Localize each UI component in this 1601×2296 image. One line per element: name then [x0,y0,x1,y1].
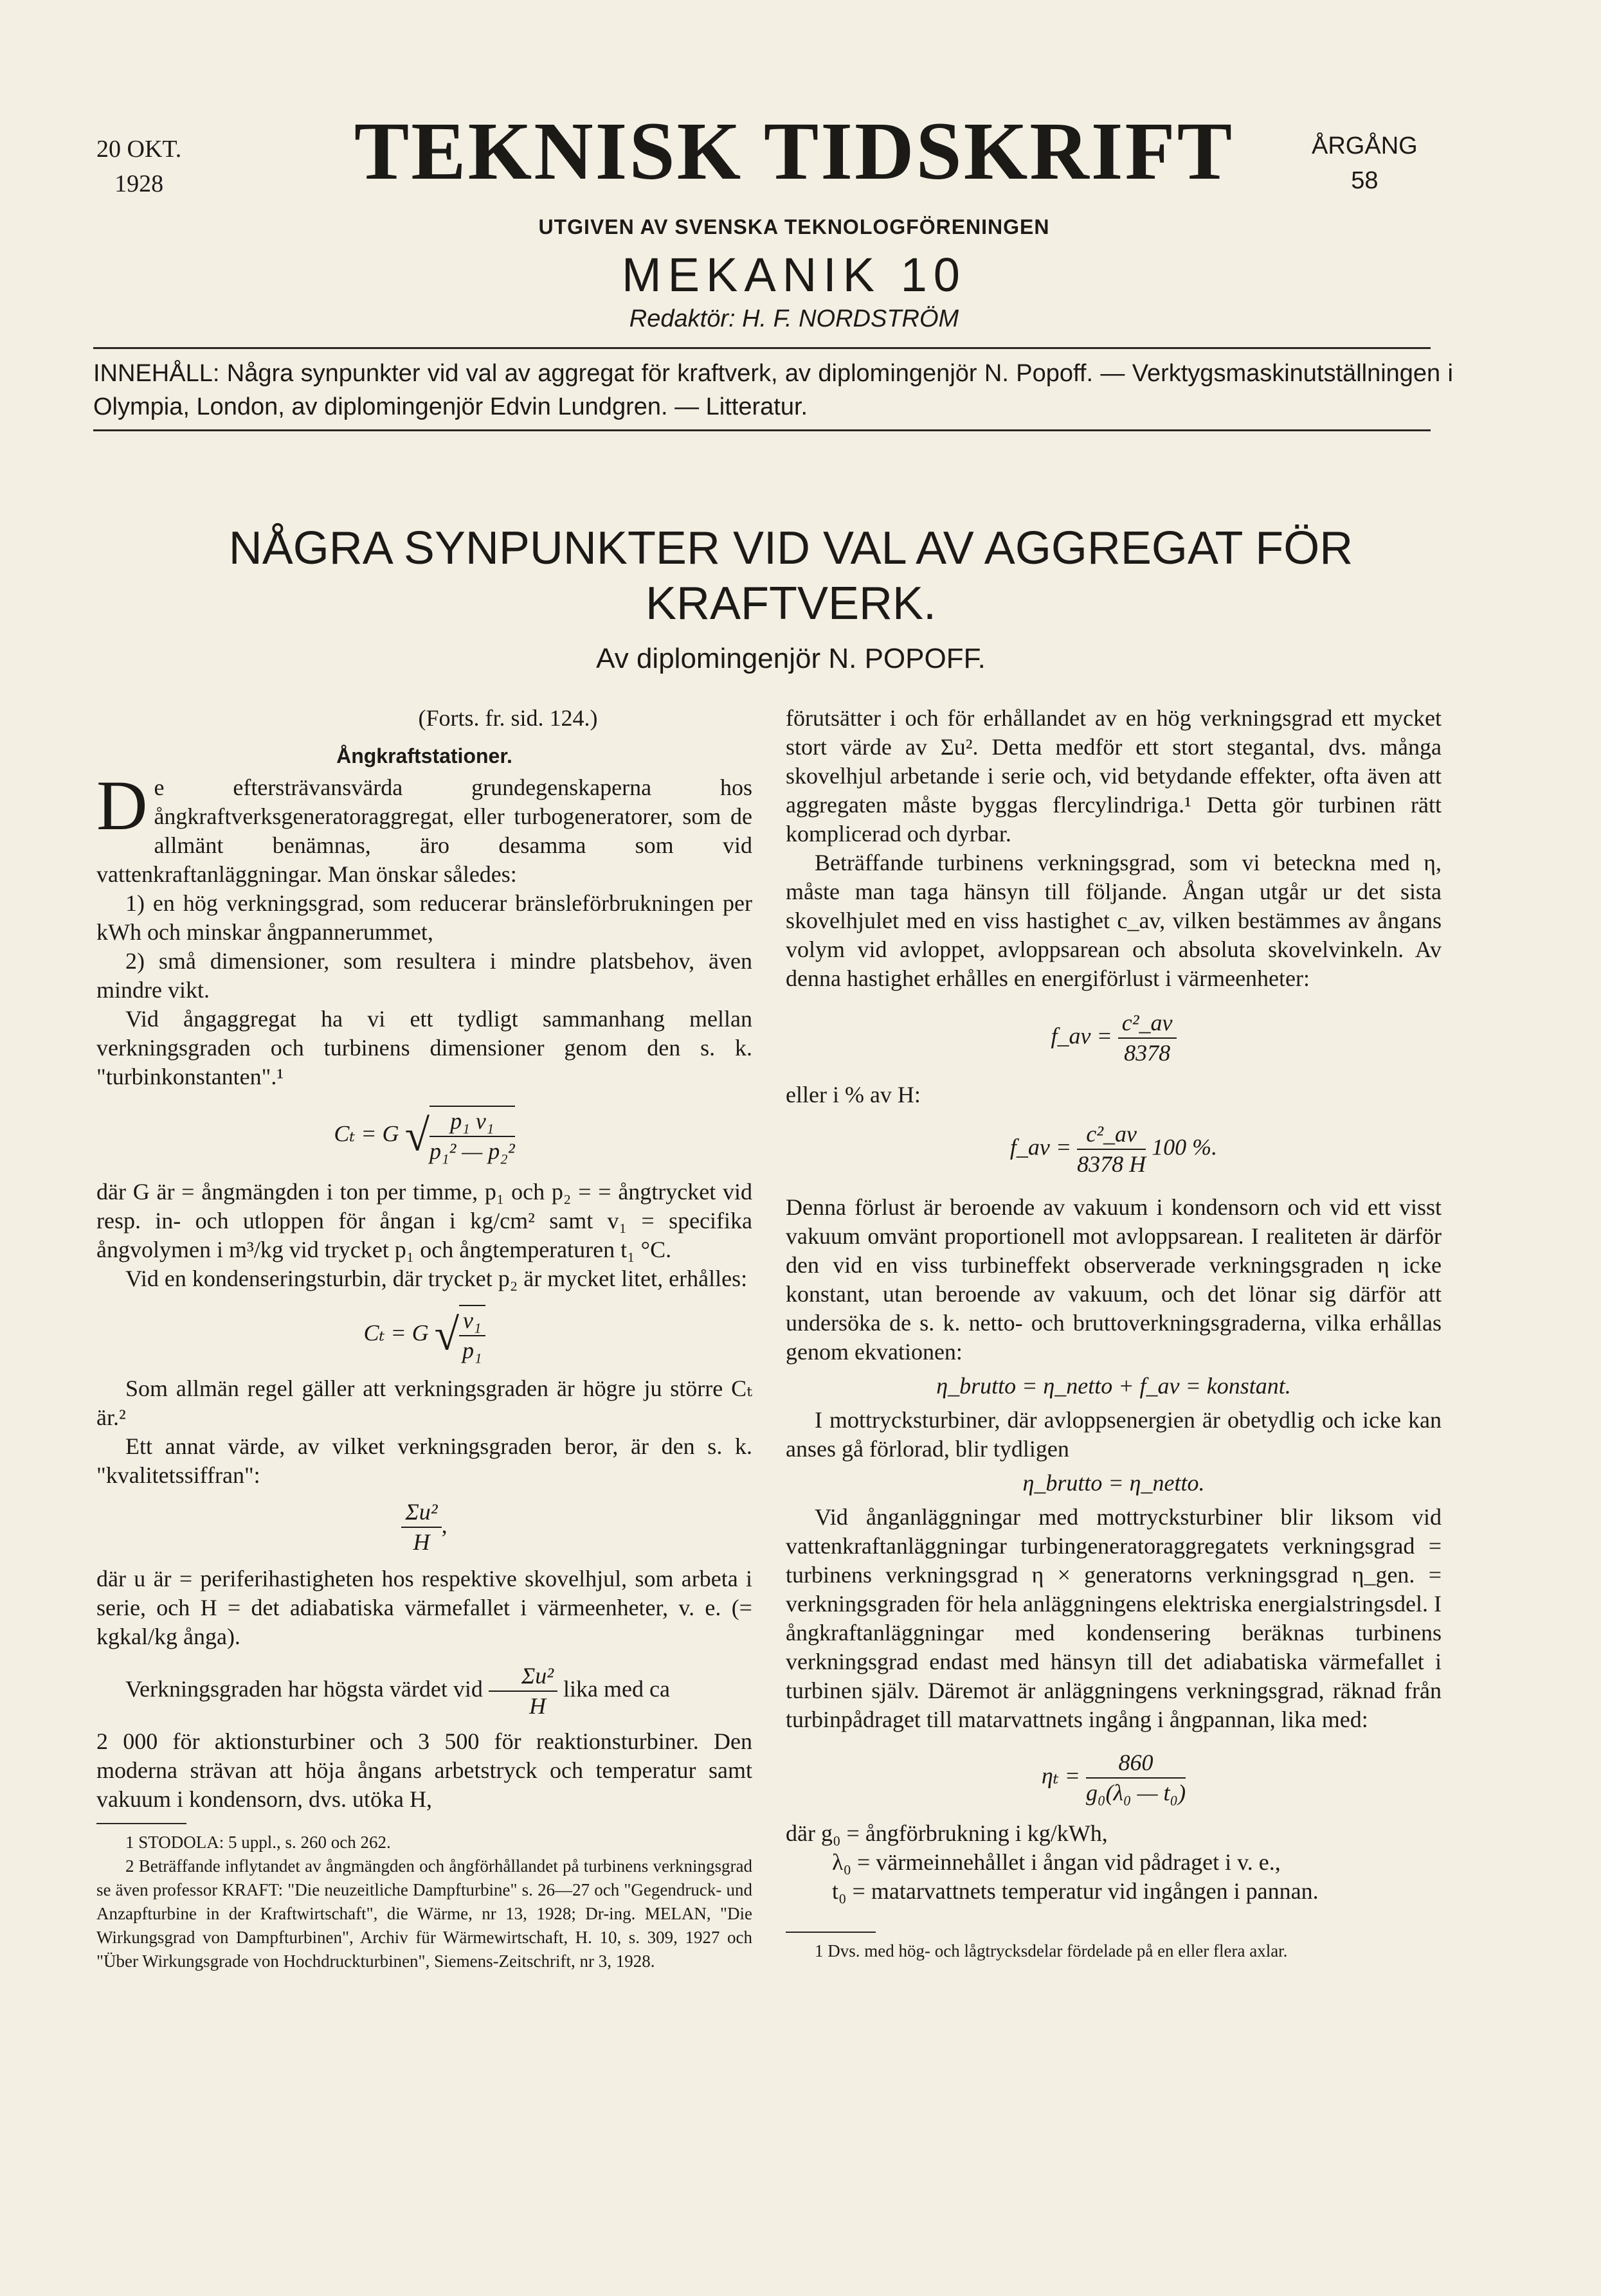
paragraph: Ett annat värde, av vilket verkningsgraden beror, är den s. k. "kvalitetssiffran": [96,1433,752,1488]
paragraph: eller i % av H: [786,1082,921,1108]
publisher-line: UTGIVEN AV SVENSKA TEKNOLOGFÖRENINGEN [538,215,1050,238]
continued-note: (Forts. fr. sid. 124.) [418,705,598,731]
contents-line: INNEHÅLL: Några synpunkter vid val av aggregat för kraftverk, av diplomingenjör N. Popoff. — Verktygsmaskinutställningen i Olympia, London, av diplomingenjör Edvin Lundgren. — Litteratur. [93,360,1453,420]
section-title: MEKANIK 10 [622,248,966,301]
editor-line: Redaktör: H. F. NORDSTRÖM [629,305,959,332]
article-title: NÅGRA SYNPUNKTER VID VAL AV AGGREGAT FÖR KRAFTVERK. [228,523,1353,629]
volume-box [1312,129,1418,198]
bottom-rule [93,429,1431,431]
paragraph: Denna förlust är beroende av vakuum i kondensorn och vid ett visst vakuum omvänt proportionell mot avloppsarean. I realiteten är därför den vid en viss turbineffekt observerade verkningsgraden η icke konstant, utan beroende av vakuum, och det lönar sig därför att undersöka de s. k. netto- och bruttoverkningsgraderna, vilka erhållas genom ekvationen: [786,1194,1442,1365]
issue-year: 1928 [114,170,164,197]
loss-formula: f_av = $\frac{\text{c²\_av}}{8378}$ [786,1009,1442,1068]
paragraph: Vid ångaggregat ha vi ett tydligt sammanhang mellan verkningsgraden och turbinens dimensioner genom den s. k. "turbinkonstanten".¹ [96,1006,752,1090]
paragraph: Vid en kondenseringsturbin, där trycket p₂ är mycket litet, erhålles: [125,1266,748,1291]
plant-efficiency-formula: ηₜ = $\frac{860}{\text{g₀(λ₀ — t₀)}}$ [1041,1750,1186,1806]
list-item-1: 1) en hög verkningsgrad, som reducerar bränsleförbrukningen per kWh och minskar ångpannerummet, [96,890,752,945]
issue-date [96,132,181,201]
paragraph: förutsätter i och för erhållandet av en hög verkningsgrad ett mycket stort värde av Σu². Detta medför ett stort stegantal, dvs. många skovelhjul arbetande i serie och, vid betydande effekter, ofta även att aggregaten måste byggas flercylindriga.¹ Detta gör turbinen rätt komplicerad och dyrbar. [786,705,1442,847]
footnote-2: 2 Beträffande inflytandet av ångmängden och ångförhållandet på turbinens verkningsgrad se även professor KRAFT: "Die neuzeitliche Dampfturbine" s. 26—27 och "Gegendruck- und Anzapfturbine in der Kraftwirtschaft", die Wärme, nr 13, 1928; Dr-ing. MELAN, "Die Wirkungsgrad von Dampfturbinen", Archiv für Wärmewirtschaft, H. 10, s. 309, 1927 och "Über Wirkungsgrade von Hochdruckturbinen", Siemens-Zeitschrift, nr 3, 1928. [96,1856,752,1971]
paragraph: Vid ånganläggningar med mottrycksturbiner blir liksom vid vattenkraftanläggningar turbingeneratoraggregatets verkningsgrad = turbinens verkningsgrad η × generatorns verkningsgrad η_gen. = verkningsgraden för hela anläggningens elektriska energialstringsdel. I ångkraftanläggningar med kondensering beräknas turbinens verkningsgrad endast med hänsyn till det adiabatiska värmefallet i turbinen själv. Däremot är anläggningens verkningsgrad, räknad från turbinpådraget till matarvattnets ingång i ångpannan, lika med: [786,1504,1442,1732]
footnote-rule [96,1823,186,1824]
symbol-definitions: där g₀ = ångförbrukning i kg/kWh, λ₀ = värmeinnehållet i ångan vid pådraget i v. e., t₀ = matarvattnets temperatur vid ingången i pannan. [786,1820,1319,1904]
turbine-constant-formula: Cₜ = G √ $\frac{\text{p₁ v₁}}{\text{p₁² — p₂²}}$ [96,1106,752,1166]
right-column [786,704,1442,1963]
condensing-formula: Cₜ = G √ $\frac{\text{v₁}}{\text{p₁}}$ [96,1305,752,1365]
left-column [96,704,752,1973]
footnote-1: 1 STODOLA: 5 uppl., s. 260 och 262. [125,1833,391,1852]
issue-day: 20 OKT. [96,136,182,163]
brutto-netto-equation: η_brutto = η_netto. [1022,1470,1205,1496]
journal-title: TEKNISK TIDSKRIFT [354,105,1235,197]
article-byline: Av diplomingenjör N. POPOFF. [596,643,986,674]
paragraph: Som allmän regel gäller att verkningsgraden är högre ju större Cₜ är.² [96,1376,752,1430]
volume-number: 58 [1351,167,1379,194]
paragraph: I mottrycksturbiner, där avloppsenergien är obetydlig och icke kan anses gå förlorad, blir tydligen [786,1407,1442,1462]
drop-cap: D [96,766,148,845]
loss-percent-formula: f_av = $\frac{\text{c²\_av}}{8378 H}$ 100 %. [1009,1121,1218,1177]
quality-number-formula: $\frac{\text{Σu²}}{H}$ , [96,1498,752,1557]
top-rule [93,347,1431,349]
paragraph: 2 000 för aktionsturbiner och 3 500 för reaktionsturbiner. Den moderna strävan att höja ångans arbetstryck och temperatur samt vakuum i kondensorn, dvs. utöka H, [96,1728,752,1812]
efficiency-equation: η_brutto = η_netto + f_av = konstant. [936,1373,1291,1399]
paragraph: där G är = ångmängden i ton per timme, p₁ och p₂ = = ångtrycket vid resp. in- och utloppen för ångan i kg/cm² samt v₁ = specifika ångvolymen i m³/kg vid trycket p₁ och ångtemperaturen t₁ °C. [96,1179,752,1262]
volume-label: ÅRGÅNG [1312,132,1418,159]
paragraph: Beträffande turbinens verkningsgrad, som vi beteckna med η, måste man taga hänsyn till följande. Ångan utgår ur det sista skovelhjulet med en viss hastighet c_av, vilken bestämmes av ångans volym vid avloppet, avloppsarean och absoluta skovelvinkeln. Av denna hastighet erhålles en energiförlust i värmeenheter: [786,850,1442,991]
subheading: Ångkraftstationer. [336,744,512,767]
footnote-rule [786,1932,876,1933]
paragraph: där u är = periferihastigheten hos respektive skovelhjul, som arbeta i serie, och H = det adiabatiska värmefallet i värmeenheter, v. e. (= kgkal/kg ånga). [96,1566,752,1649]
intro-paragraph: De eftersträvansvärda grundegenskaperna hos ångkraftverksgeneratoraggregat, eller turbogeneratorer, som de allmänt benämnas, äro desamma som vid vattenkraftanläggningar. Man önskar således: [96,766,752,887]
list-item-2: 2) små dimensioner, som resultera i mindre platsbehov, även mindre vikt. [96,948,752,1003]
paragraph: Verkningsgraden har högsta värdet vid $\frac{\text{Σu²}}{H}$ lika med ca [125,1663,670,1719]
footnote-1: 1 Dvs. med hög- och lågtrycksdelar fördelade på en eller flera axlar. [815,1941,1288,1960]
